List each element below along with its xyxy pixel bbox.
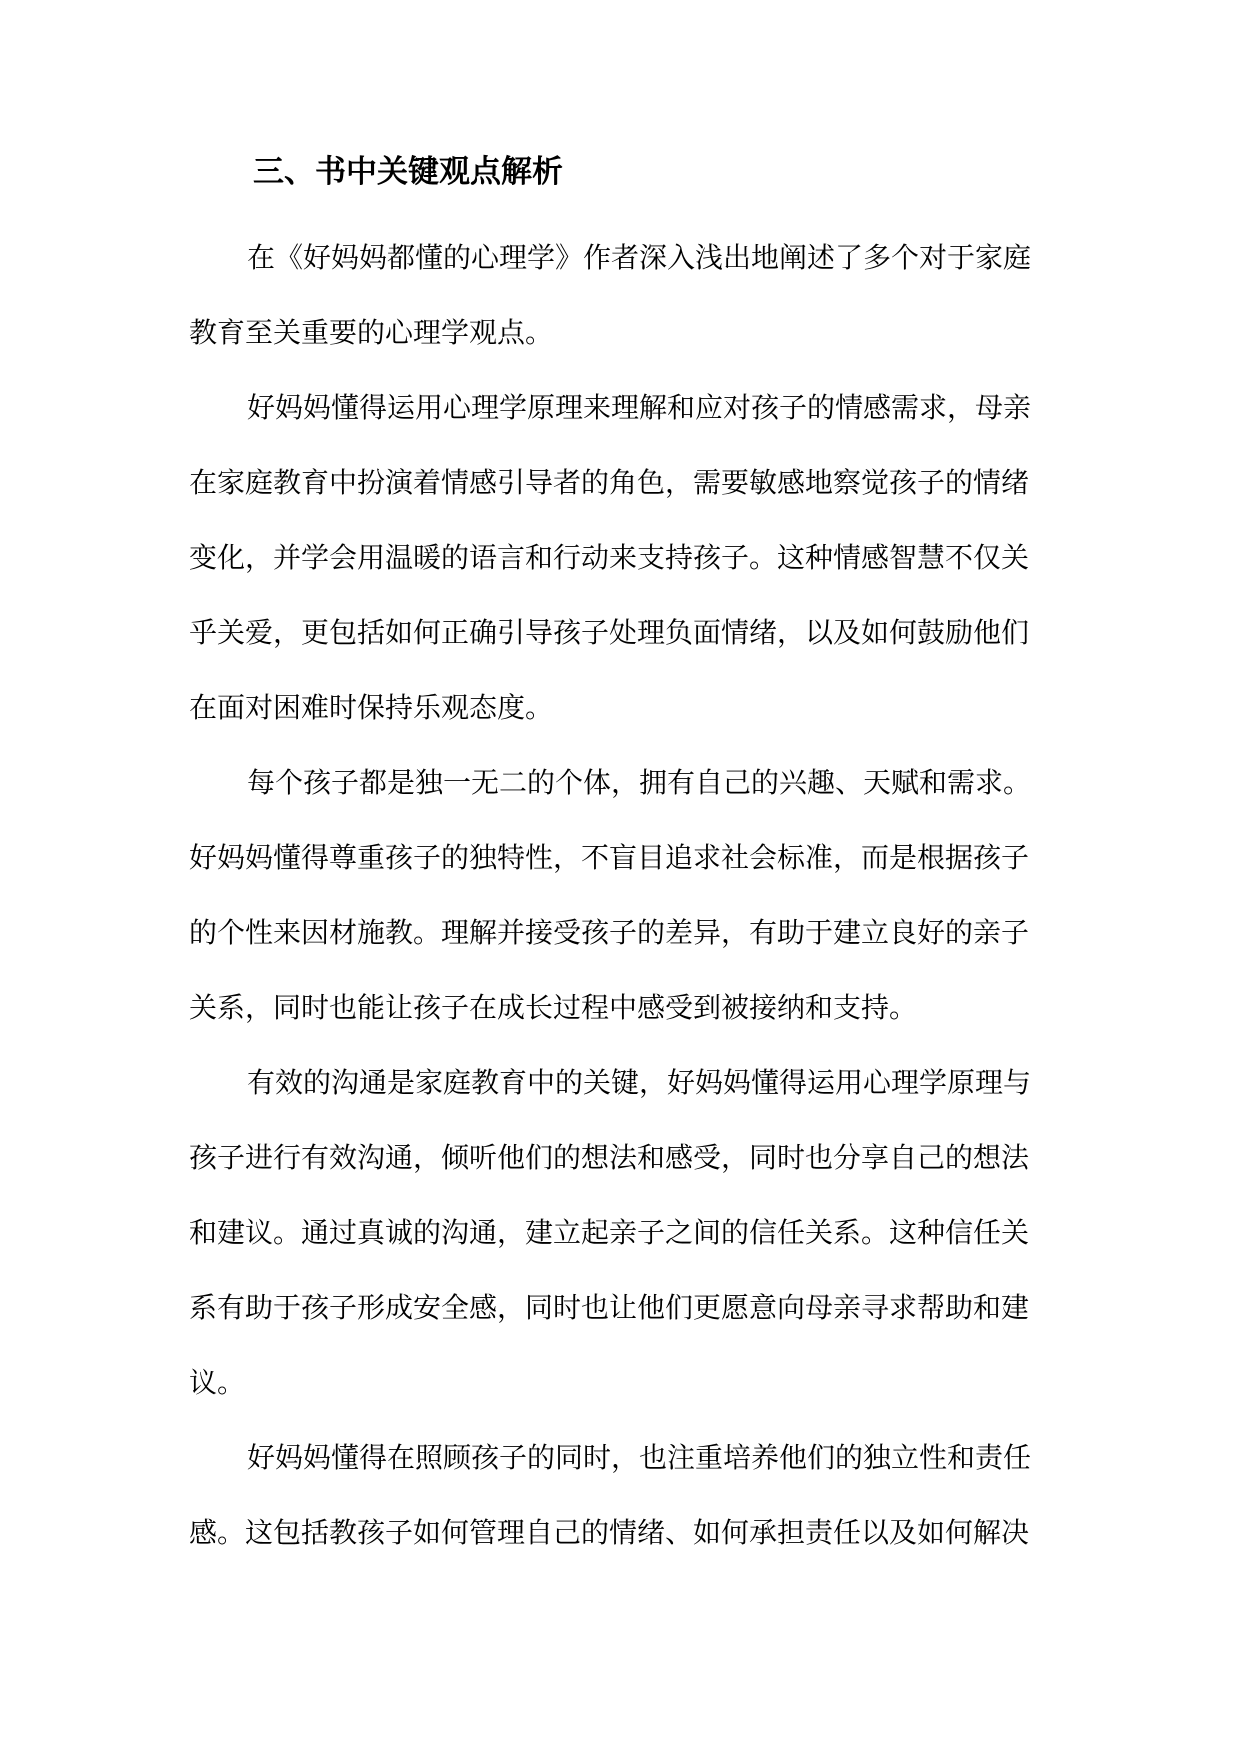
paragraph-3-line-3: 的个性来因材施教。理解并接受孩子的差异，有助于建立良好的亲子 <box>189 916 1030 949</box>
paragraph-2-line-3: 变化，并学会用温暖的语言和行动来支持孩子。这种情感智慧不仅关 <box>189 541 1030 574</box>
paragraph-4-line-3: 和建议。通过真诚的沟通，建立起亲子之间的信任关系。这种信任关 <box>189 1216 1030 1249</box>
paragraph-2-line-4: 乎关爱，更包括如何正确引导孩子处理负面情绪，以及如何鼓励他们 <box>189 616 1030 649</box>
paragraph-5-line-1: 好妈妈懂得在照顾孩子的同时，也注重培养他们的独立性和责任 <box>247 1441 1032 1474</box>
paragraph-3-line-4: 关系，同时也能让孩子在成长过程中感受到被接纳和支持。 <box>189 991 918 1024</box>
paragraph-2-line-5: 在面对困难时保持乐观态度。 <box>189 691 554 724</box>
paragraph-2-line-1: 好妈妈懂得运用心理学原理来理解和应对孩子的情感需求，母亲 <box>247 391 1032 424</box>
section-heading: 三、书中关键观点解析 <box>253 154 563 190</box>
paragraph-4-line-4: 系有助于孩子形成安全感，同时也让他们更愿意向母亲寻求帮助和建 <box>189 1291 1030 1324</box>
paragraph-4-line-1: 有效的沟通是家庭教育中的关键，好妈妈懂得运用心理学原理与 <box>247 1066 1032 1099</box>
paragraph-1-line-2: 教育至关重要的心理学观点。 <box>189 316 554 349</box>
paragraph-2-line-2: 在家庭教育中扮演着情感引导者的角色，需要敏感地察觉孩子的情绪 <box>189 466 1030 499</box>
paragraph-3-line-2: 好妈妈懂得尊重孩子的独特性，不盲目追求社会标准，而是根据孩子 <box>189 841 1030 874</box>
paragraph-1-line-1: 在《好妈妈都懂的心理学》作者深入浅出地阐述了多个对于家庭 <box>247 241 1032 274</box>
paragraph-3-line-1: 每个孩子都是独一无二的个体，拥有自己的兴趣、天赋和需求。 <box>247 766 1032 799</box>
paragraph-5-line-2: 感。这包括教孩子如何管理自己的情绪、如何承担责任以及如何解决 <box>189 1516 1030 1549</box>
paragraph-4-line-5: 议。 <box>189 1366 246 1399</box>
paragraph-4-line-2: 孩子进行有效沟通，倾听他们的想法和感受，同时也分享自己的想法 <box>189 1141 1030 1174</box>
